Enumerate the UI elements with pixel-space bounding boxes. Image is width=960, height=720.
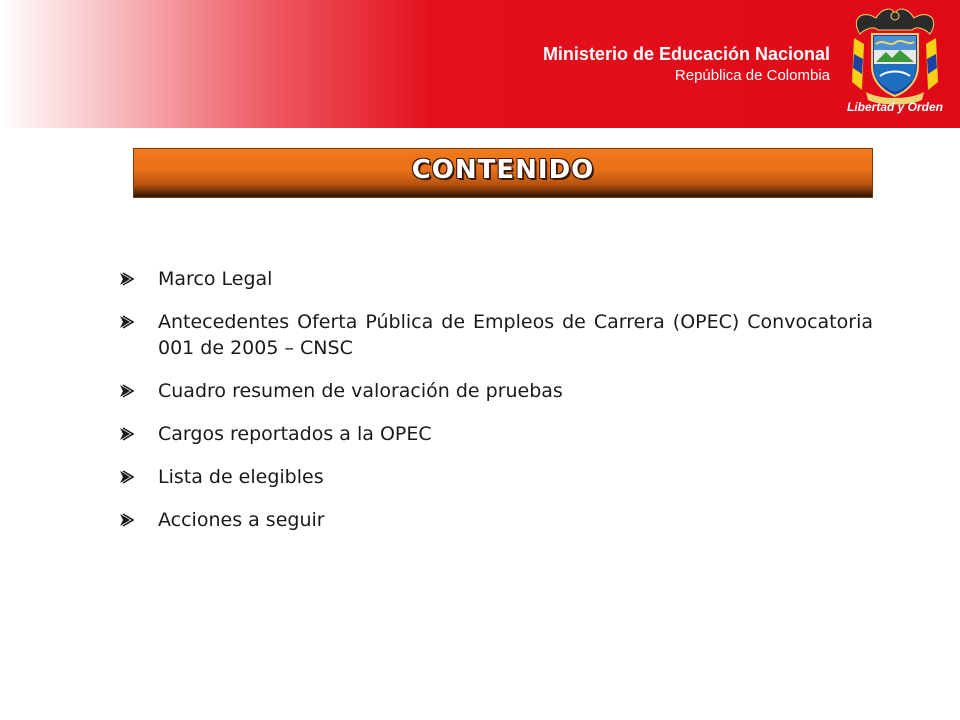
motto: Libertad y Orden xyxy=(846,100,944,114)
header-banner xyxy=(0,0,960,128)
arrow-bullet-icon xyxy=(118,464,136,490)
list-item-label: Acciones a seguir xyxy=(158,509,325,531)
list-item xyxy=(118,421,873,447)
list-item xyxy=(118,309,873,361)
list-item-label: Lista de elegibles xyxy=(158,466,324,488)
arrow-bullet-icon xyxy=(118,507,136,533)
section-title: CONTENIDO xyxy=(411,155,595,185)
list-item xyxy=(118,266,873,292)
list-item-label: Cuadro resumen de valoración de pruebas xyxy=(158,380,563,402)
arrow-bullet-icon xyxy=(118,266,136,292)
arrow-bullet-icon xyxy=(118,378,136,404)
ministry-name: Ministerio de Educación Nacional xyxy=(542,44,830,64)
arrow-bullet-icon xyxy=(118,309,136,335)
section-title-bar xyxy=(133,148,873,198)
list-item-label: Marco Legal xyxy=(158,268,273,290)
arrow-bullet-icon xyxy=(118,421,136,447)
list-item-label: Cargos reportados a la OPEC xyxy=(158,423,432,445)
content-list xyxy=(118,266,873,550)
ministry-block xyxy=(543,42,830,86)
list-item-label: Antecedentes Oferta Pública de Empleos de Carrera (OPEC) Convocatoria 001 de 2005 – CNSC xyxy=(158,311,873,359)
ministry-subtitle: República de Colombia xyxy=(674,67,830,84)
list-item xyxy=(118,507,873,533)
list-item xyxy=(118,378,873,404)
list-item xyxy=(118,464,873,490)
